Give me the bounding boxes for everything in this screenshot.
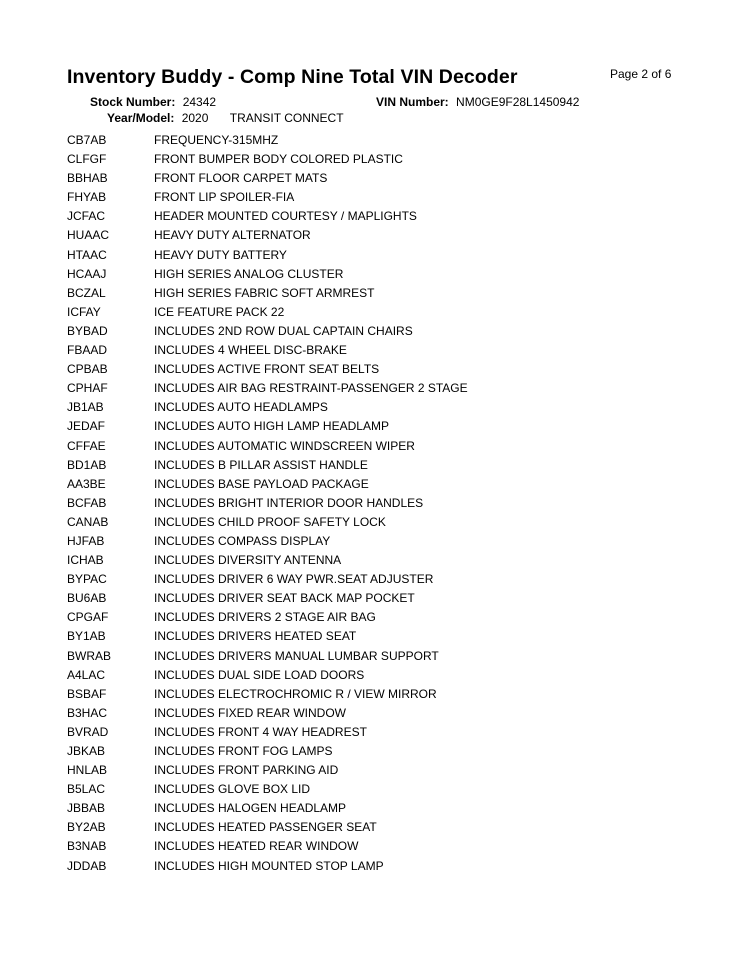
option-description: INCLUDES DRIVER 6 WAY PWR.SEAT ADJUSTER <box>154 572 434 587</box>
option-code: HUAAC <box>67 228 110 243</box>
option-description: INCLUDES HALOGEN HEADLAMP <box>154 801 347 816</box>
option-code: ICHAB <box>67 553 104 568</box>
stock-number-label: Stock Number: <box>90 95 176 109</box>
option-description: INCLUDES FIXED REAR WINDOW <box>154 705 347 720</box>
option-code: BY1AB <box>67 629 106 644</box>
option-code: CPBAB <box>67 362 108 377</box>
option-description: FRONT FLOOR CARPET MATS <box>154 171 328 186</box>
year-model-label: Year/Model: <box>107 111 175 125</box>
option-code: JB1AB <box>67 400 104 415</box>
vin-number-label: VIN Number: <box>376 95 449 109</box>
option-description: INCLUDES DUAL SIDE LOAD DOORS <box>154 667 365 682</box>
option-description: INCLUDES B PILLAR ASSIST HANDLE <box>154 457 368 472</box>
option-description: INCLUDES DIVERSITY ANTENNA <box>154 553 342 568</box>
option-code: CLFGF <box>67 152 107 167</box>
option-code: FHYAB <box>67 190 107 205</box>
option-description: INCLUDES 2ND ROW DUAL CAPTAIN CHAIRS <box>154 323 413 338</box>
option-description: INCLUDES DRIVERS 2 STAGE AIR BAG <box>154 610 376 625</box>
option-description: INCLUDES HEATED PASSENGER SEAT <box>154 820 377 835</box>
option-description: FRONT BUMPER BODY COLORED PLASTIC <box>154 152 403 167</box>
option-description: INCLUDES CHILD PROOF SAFETY LOCK <box>154 514 386 529</box>
option-code: BWRAB <box>67 648 112 663</box>
option-code: BCZAL <box>67 285 106 300</box>
option-code: BSBAF <box>67 686 107 701</box>
option-description: INCLUDES 4 WHEEL DISC-BRAKE <box>154 343 347 358</box>
model-value: TRANSIT CONNECT <box>229 111 344 125</box>
option-description: INCLUDES HEATED REAR WINDOW <box>154 839 359 854</box>
option-code: HTAAC <box>67 247 107 262</box>
option-description: INCLUDES HIGH MOUNTED STOP LAMP <box>154 858 384 873</box>
option-description: HIGH SERIES FABRIC SOFT ARMREST <box>154 285 375 300</box>
document-title: Inventory Buddy - Comp Nine Total VIN Decoder <box>67 66 518 88</box>
year-value: 2020 <box>181 111 209 125</box>
option-code: BU6AB <box>67 591 107 606</box>
stock-number-value: 24342 <box>182 95 217 109</box>
stock-number-field <box>90 95 216 109</box>
option-code: JEDAF <box>67 419 106 434</box>
option-description: INCLUDES COMPASS DISPLAY <box>154 533 331 548</box>
option-description: INCLUDES AUTOMATIC WINDSCREEN WIPER <box>154 438 415 453</box>
option-code: CPGAF <box>67 610 109 625</box>
year-model-field <box>107 111 344 125</box>
option-description: FRONT LIP SPOILER-FIA <box>154 190 295 205</box>
option-code: JDDAB <box>67 858 107 873</box>
option-code: BVRAD <box>67 724 109 739</box>
option-code: CFFAE <box>67 438 106 453</box>
option-description: INCLUDES BASE PAYLOAD PACKAGE <box>154 476 369 491</box>
option-description: INCLUDES AIR BAG RESTRAINT-PASSENGER 2 STAGE <box>154 381 468 396</box>
option-code: HJFAB <box>67 533 105 548</box>
option-description: INCLUDES ACTIVE FRONT SEAT BELTS <box>154 362 380 377</box>
option-code: CANAB <box>67 514 109 529</box>
option-code: HNLAB <box>67 763 108 778</box>
option-description: FREQUENCY-315MHZ <box>154 133 279 147</box>
option-description: INCLUDES DRIVERS HEATED SEAT <box>154 629 357 644</box>
option-description: INCLUDES ELECTROCHROMIC R / VIEW MIRROR <box>154 686 437 701</box>
vin-number-field <box>376 95 579 109</box>
option-description: HEAVY DUTY BATTERY <box>154 247 287 262</box>
option-description: INCLUDES FRONT FOG LAMPS <box>154 744 333 758</box>
page-number: Page 2 of 6 <box>610 67 672 81</box>
option-code: HCAAJ <box>67 266 107 281</box>
option-code: BY2AB <box>67 820 106 835</box>
option-description: INCLUDES FRONT PARKING AID <box>154 763 339 778</box>
option-code: A4LAC <box>67 667 106 682</box>
option-description: INCLUDES FRONT 4 WAY HEADREST <box>154 724 367 739</box>
option-code: BBHAB <box>67 171 108 186</box>
option-code: BD1AB <box>67 457 107 472</box>
option-code: JBKAB <box>67 744 106 758</box>
option-code: B3NAB <box>67 839 107 854</box>
option-code: AA3BE <box>67 476 106 491</box>
option-code: JBBAB <box>67 801 106 816</box>
option-description: INCLUDES BRIGHT INTERIOR DOOR HANDLES <box>154 495 424 510</box>
option-code: B3HAC <box>67 705 108 720</box>
option-code: B5LAC <box>67 782 106 797</box>
option-code: CB7AB <box>67 133 107 147</box>
option-code: CPHAF <box>67 381 108 396</box>
option-code: BCFAB <box>67 495 107 510</box>
option-description: ICE FEATURE PACK 22 <box>154 304 285 319</box>
option-description: HEAVY DUTY ALTERNATOR <box>154 228 311 243</box>
option-description: INCLUDES AUTO HIGH LAMP HEADLAMP <box>154 419 389 434</box>
option-code: ICFAY <box>67 304 101 319</box>
option-description: HEADER MOUNTED COURTESY / MAPLIGHTS <box>154 209 417 224</box>
option-code: FBAAD <box>67 343 108 358</box>
option-code: JCFAC <box>67 209 106 224</box>
option-description: INCLUDES DRIVER SEAT BACK MAP POCKET <box>154 591 415 606</box>
option-description: INCLUDES GLOVE BOX LID <box>154 782 311 797</box>
option-description: HIGH SERIES ANALOG CLUSTER <box>154 266 344 281</box>
option-code: BYBAD <box>67 323 108 338</box>
option-description: INCLUDES AUTO HEADLAMPS <box>154 400 328 415</box>
option-code: BYPAC <box>67 572 107 587</box>
vin-number-value: NM0GE9F28L1450942 <box>456 95 580 109</box>
option-description: INCLUDES DRIVERS MANUAL LUMBAR SUPPORT <box>154 648 439 663</box>
